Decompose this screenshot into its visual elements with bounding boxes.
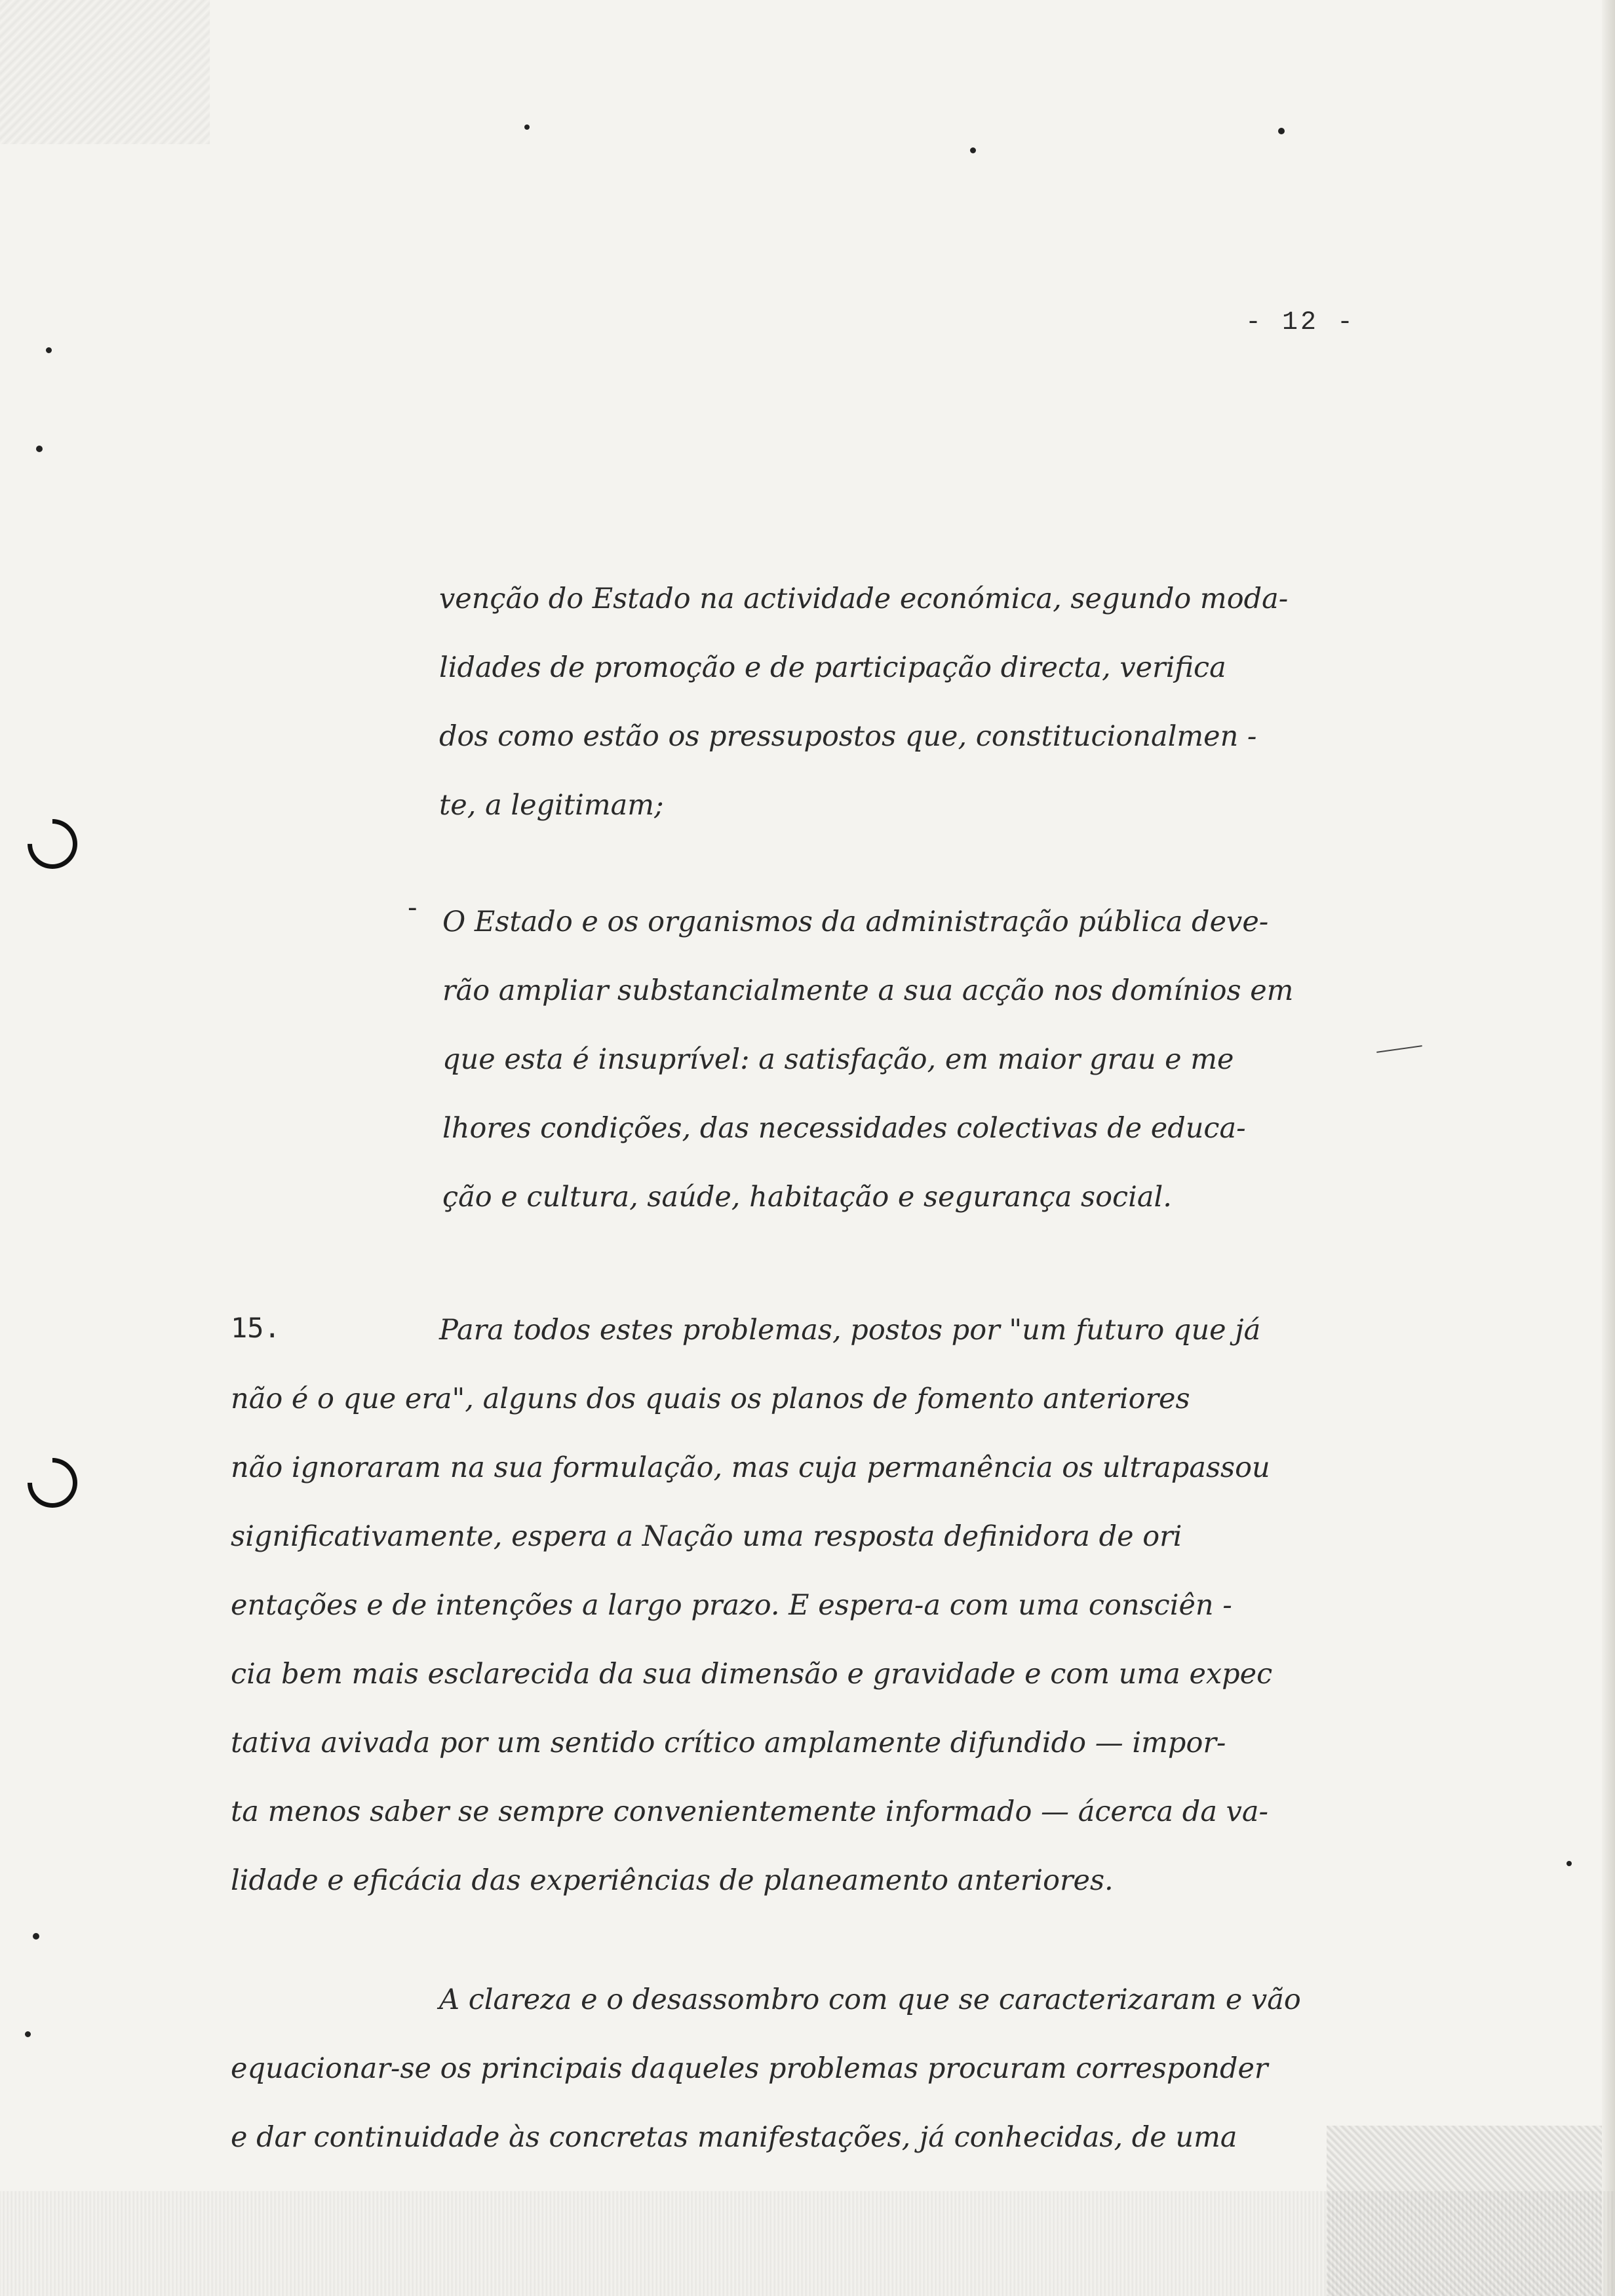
scan-page-edge bbox=[1602, 0, 1615, 2296]
page-number: - 12 - bbox=[1245, 308, 1356, 337]
text-line: que esta é insuprível: a satisfação, em maior grau e me bbox=[442, 1043, 1234, 1076]
scan-noise-top-left bbox=[0, 0, 210, 144]
scan-speck bbox=[33, 1933, 39, 1940]
scan-speck bbox=[25, 2031, 31, 2037]
text-line: lhores condições, das necessidades colectivas de educa- bbox=[442, 1112, 1246, 1145]
scan-speck bbox=[970, 147, 976, 153]
text-line: significativamente, espera a Nação uma resposta definidora de ori bbox=[231, 1520, 1182, 1553]
binder-hole-top bbox=[17, 809, 87, 879]
continuation-paragraph bbox=[439, 565, 1370, 840]
text-line: A clareza e o desassombro com que se caracterizaram e vão bbox=[439, 1983, 1301, 2016]
text-line: não ignoraram na sua formulação, mas cuja permanência os ultrapassou bbox=[231, 1451, 1270, 1484]
text-line: O Estado e os organismos da administração pública deve- bbox=[442, 906, 1269, 938]
text-line: dos como estão os pressupostos que, constitucionalmen - bbox=[439, 720, 1257, 753]
text-line: ção e cultura, saúde, habitação e segurança social. bbox=[442, 1181, 1172, 1214]
scan-speck bbox=[1278, 128, 1285, 134]
text-line: lidades de promoção e de participação directa, verifica bbox=[439, 651, 1226, 684]
binder-hole-bottom bbox=[17, 1447, 87, 1518]
paragraph-15 bbox=[231, 1296, 1374, 1915]
text-line: ta menos saber se sempre convenientemente informado — ácerca da va- bbox=[231, 1795, 1269, 1828]
margin-pen-mark bbox=[1376, 1045, 1422, 1053]
dash-paragraph bbox=[442, 888, 1373, 1232]
text-line: e dar continuidade às concretas manifestações, já conhecidas, de uma bbox=[231, 2121, 1237, 2154]
text-line: rão ampliar substancialmente a sua acção nos domínios em bbox=[442, 974, 1294, 1007]
text-line: Para todos estes problemas, postos por "um futuro que já bbox=[439, 1314, 1261, 1347]
text-line: equacionar-se os principais daqueles problemas procuram corresponder bbox=[231, 2052, 1268, 2085]
scan-speck bbox=[46, 347, 52, 353]
list-dash: - bbox=[408, 891, 418, 924]
text-line: não é o que era", alguns dos quais os planos de fomento anteriores bbox=[231, 1383, 1190, 1415]
scan-speck bbox=[1566, 1861, 1572, 1866]
paragraph-number: 15. bbox=[231, 1312, 281, 1344]
text-line: tativa avivada por um sentido crítico amplamente difundido — impor- bbox=[231, 1727, 1226, 1759]
scan-speck bbox=[36, 446, 43, 452]
paragraph-next bbox=[231, 1966, 1374, 2172]
text-line: venção do Estado na actividade económica, segundo moda- bbox=[439, 583, 1289, 615]
text-line: entações e de intenções a largo prazo. E espera-a com uma consciên - bbox=[231, 1589, 1232, 1622]
scan-speck bbox=[524, 124, 530, 130]
text-line: lidade e eficácia das experiências de planeamento anteriores. bbox=[231, 1864, 1114, 1897]
text-line: te, a legitimam; bbox=[439, 789, 664, 822]
text-line: cia bem mais esclarecida da sua dimensão e gravidade e com uma expec bbox=[231, 1658, 1273, 1691]
